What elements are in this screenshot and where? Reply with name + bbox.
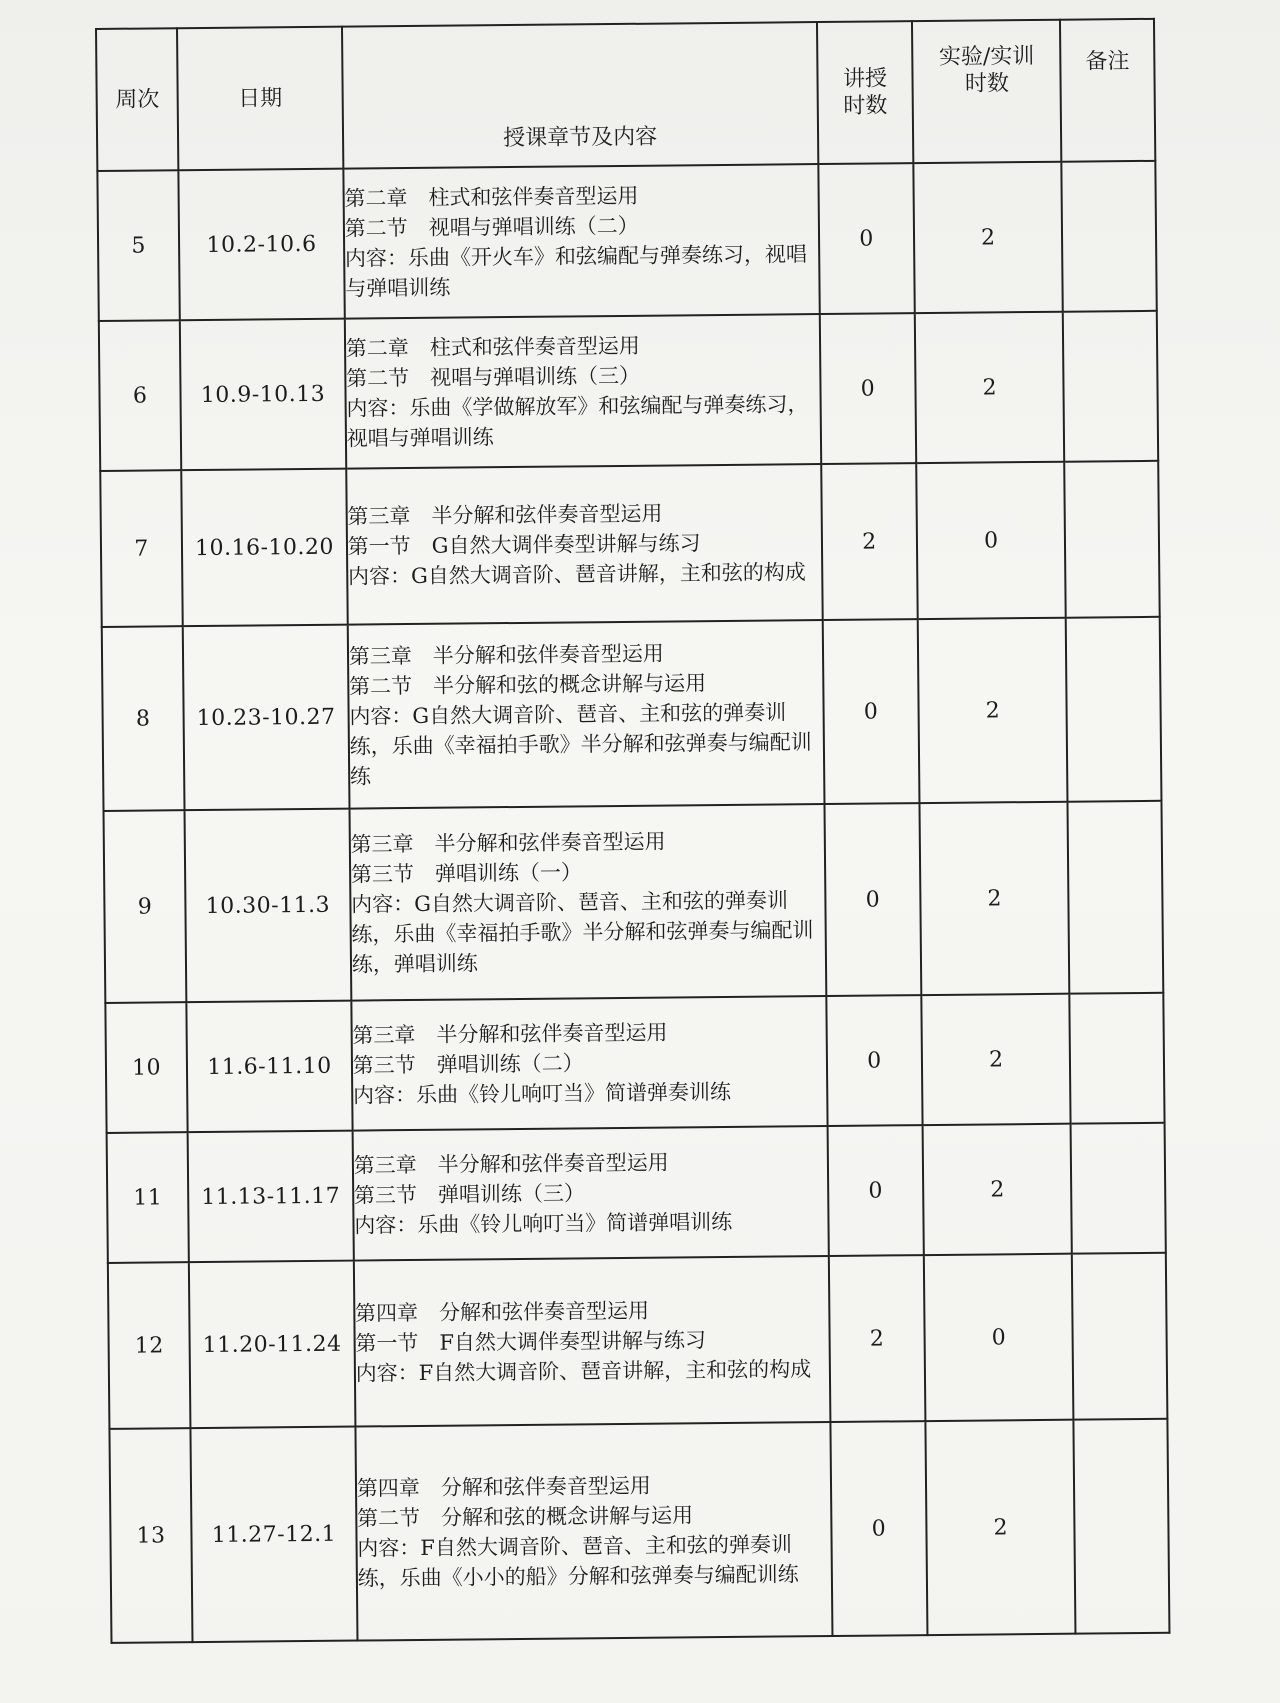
detail-line: 内容：乐曲《学做解放军》和弦编配与弹奏练习，视唱与弹唱训练 <box>346 392 809 451</box>
chapter-line: 第三章 半分解和弦伴奏音型运用 <box>348 641 664 669</box>
week-cell: 6 <box>99 320 182 471</box>
header-week: 周次 <box>96 28 179 171</box>
date-cell: 11.13-11.17 <box>188 1131 354 1263</box>
week-cell: 8 <box>102 626 185 811</box>
chapter-line: 第二章 柱式和弦伴奏音型运用 <box>344 183 639 211</box>
chapter-line: 第三章 半分解和弦伴奏音型运用 <box>347 501 663 529</box>
chapter-line: 第二章 柱式和弦伴奏音型运用 <box>345 333 640 361</box>
detail-line: 内容：G自然大调音阶、琶音、主和弦的弹奏训练，乐曲《幸福拍手歌》半分解和弦弹奏与编配训练 <box>349 700 812 789</box>
lecture-hours-cell: 0 <box>818 163 915 314</box>
date-cell: 10.30-11.3 <box>185 809 351 1003</box>
lecture-hours-cell: 0 <box>822 619 920 804</box>
content-cell <box>349 804 826 1001</box>
chapter-line: 第四章 分解和弦伴奏音型运用 <box>356 1473 651 1501</box>
course-schedule-table <box>95 18 1170 1644</box>
note-cell <box>1072 1253 1167 1420</box>
note-cell <box>1066 617 1162 802</box>
content-cell <box>352 1126 828 1261</box>
header-notes: 备注 <box>1060 19 1155 162</box>
table-row <box>100 461 1159 627</box>
week-cell: 12 <box>108 1262 191 1429</box>
practice-hours-cell: 2 <box>915 312 1064 463</box>
chapter-line: 第四章 分解和弦伴奏音型运用 <box>354 1298 650 1326</box>
content-cell <box>355 1422 832 1641</box>
schedule-table-wrapper <box>95 18 1170 1638</box>
note-cell <box>1063 311 1158 462</box>
header-content: 授课章节及内容 <box>342 22 818 169</box>
header-lecture-hours: 讲授 时数 <box>817 21 914 164</box>
date-cell: 10.2-10.6 <box>179 169 345 321</box>
content-cell <box>345 314 821 469</box>
content-cell <box>346 464 822 625</box>
week-cell: 9 <box>104 810 187 1003</box>
header-practice-hours: 实验/实训 时数 <box>912 20 1061 163</box>
table-row <box>108 1253 1168 1429</box>
date-cell: 11.20-11.24 <box>189 1261 355 1429</box>
table-row <box>102 617 1162 811</box>
chapter-line: 第三章 半分解和弦伴奏音型运用 <box>353 1150 669 1178</box>
week-cell: 11 <box>107 1132 189 1263</box>
date-cell: 11.6-11.10 <box>187 1001 353 1133</box>
practice-hours-cell: 2 <box>923 1124 1072 1255</box>
note-cell <box>1074 1419 1170 1634</box>
note-cell <box>1070 993 1165 1124</box>
section-line: 第一节 G自然大调伴奏型讲解与练习 <box>347 531 701 559</box>
week-cell: 10 <box>105 1002 187 1133</box>
section-line: 第二节 半分解和弦的概念讲解与运用 <box>348 671 707 699</box>
table-row <box>109 1419 1169 1643</box>
table-row <box>104 801 1164 1003</box>
content-cell <box>347 620 824 809</box>
lecture-hours-cell: 2 <box>828 1255 925 1422</box>
detail-line: 内容：G自然大调音阶、琶音、主和弦的弹奏训练，乐曲《幸福拍手歌》半分解和弦弹奏与编配训练，弹唱训练 <box>351 888 814 977</box>
detail-line: 内容：乐曲《铃儿响叮当》简谱弹唱训练 <box>354 1209 733 1238</box>
detail-line: 内容：F自然大调音阶、琶音讲解，主和弦的构成 <box>355 1357 812 1386</box>
detail-line: 内容：F自然大调音阶、琶音、主和弦的弹奏训练，乐曲《小小的船》分解和弦弹奏与编配训练 <box>357 1532 799 1591</box>
content-cell <box>351 996 827 1131</box>
content-cell <box>354 1256 830 1427</box>
lecture-hours-cell: 0 <box>826 995 923 1126</box>
table-row <box>105 993 1164 1133</box>
date-cell: 10.16-10.20 <box>181 469 347 627</box>
table-row <box>99 311 1158 471</box>
date-cell: 10.23-10.27 <box>183 625 349 811</box>
note-cell <box>1071 1123 1166 1254</box>
lecture-hours-cell: 0 <box>824 803 922 996</box>
practice-hours-cell: 2 <box>918 618 1068 803</box>
practice-hours-cell: 0 <box>924 1254 1073 1421</box>
practice-hours-cell: 2 <box>920 802 1070 995</box>
date-cell: 11.27-12.1 <box>191 1427 358 1643</box>
date-cell: 10.9-10.13 <box>180 319 346 471</box>
lecture-hours-cell: 2 <box>821 463 918 620</box>
week-cell: 13 <box>109 1428 192 1643</box>
practice-hours-cell: 0 <box>917 462 1066 619</box>
detail-line: 内容：乐曲《铃儿响叮当》简谱弹奏训练 <box>352 1079 732 1108</box>
lecture-hours-cell: 0 <box>819 313 916 464</box>
practice-hours-cell: 2 <box>922 994 1071 1125</box>
section-line: 第二节 视唱与弹唱训练（二） <box>344 213 639 241</box>
lecture-hours-cell: 0 <box>827 1125 924 1256</box>
schedule-body <box>97 161 1169 1643</box>
practice-hours-cell: 2 <box>926 1420 1076 1635</box>
practice-hours-cell: 2 <box>914 162 1063 313</box>
week-cell: 5 <box>97 170 180 321</box>
table-row <box>97 161 1156 321</box>
header-date: 日期 <box>177 27 343 171</box>
table-header-row <box>96 19 1155 171</box>
week-cell: 7 <box>100 470 183 627</box>
note-cell <box>1064 461 1159 618</box>
section-line: 第三节 弹唱训练（三） <box>353 1181 586 1208</box>
lecture-hours-cell: 0 <box>830 1421 928 1636</box>
detail-line: 内容：乐曲《开火车》和弦编配与弹奏练习，视唱与弹唱训练 <box>344 242 808 301</box>
section-line: 第二节 分解和弦的概念讲解与运用 <box>356 1503 694 1531</box>
chapter-line: 第三章 半分解和弦伴奏音型运用 <box>350 829 666 857</box>
section-line: 第三节 弹唱训练（二） <box>352 1051 584 1078</box>
content-cell <box>343 164 819 319</box>
section-line: 第三节 弹唱训练（一） <box>350 860 582 887</box>
section-line: 第二节 视唱与弹唱训练（三） <box>346 363 641 391</box>
detail-line: 内容：G自然大调音阶、琶音讲解，主和弦的构成 <box>347 560 806 589</box>
note-cell <box>1068 801 1164 994</box>
chapter-line: 第三章 半分解和弦伴奏音型运用 <box>352 1020 668 1048</box>
note-cell <box>1062 161 1157 312</box>
section-line: 第一节 F自然大调伴奏型讲解与练习 <box>355 1328 707 1356</box>
table-row <box>107 1123 1166 1263</box>
